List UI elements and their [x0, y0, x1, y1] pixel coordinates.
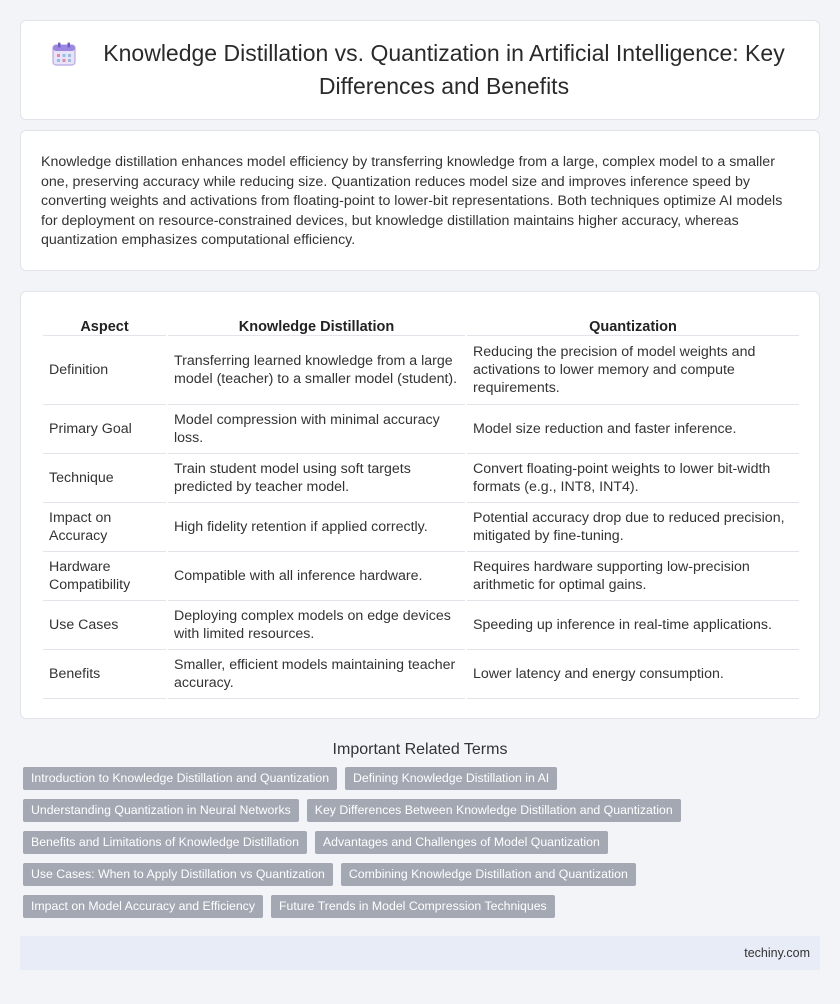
quantization-cell: Speeding up inference in real-time applications.	[466, 600, 799, 649]
calendar-icon	[51, 41, 77, 67]
related-term-tag[interactable]: Benefits and Limitations of Knowledge Distillation	[23, 831, 307, 854]
related-term-tag[interactable]: Advantages and Challenges of Model Quantization	[315, 831, 608, 854]
related-terms-title: Important Related Terms	[332, 741, 508, 758]
related-term-tag[interactable]: Understanding Quantization in Neural Networks	[23, 799, 299, 822]
title-wrap	[51, 37, 789, 103]
distillation-cell: Deploying complex models on edge devices with limited resources.	[167, 600, 466, 649]
related-term-tag[interactable]: Future Trends in Model Compression Techniques	[271, 895, 555, 918]
quantization-cell: Convert floating-point weights to lower bit-width formats (e.g., INT8, INT4).	[466, 453, 799, 502]
comparison-table	[43, 314, 799, 699]
distillation-cell: Compatible with all inference hardware.	[167, 551, 466, 600]
table-row	[43, 335, 799, 404]
quantization-cell: Lower latency and energy consumption.	[466, 649, 799, 698]
table-row	[43, 600, 799, 649]
aspect-cell: Impact on Accuracy	[43, 502, 167, 551]
distillation-cell: Transferring learned knowledge from a large model (teacher) to a smaller model (student).	[167, 335, 466, 404]
related-term-tag[interactable]: Combining Knowledge Distillation and Quantization	[341, 863, 636, 886]
quantization-cell: Reducing the precision of model weights and activations to lower memory and compute requirements.	[466, 335, 799, 404]
table-row	[43, 502, 799, 551]
aspect-cell: Technique	[43, 453, 167, 502]
related-term-tag[interactable]: Impact on Model Accuracy and Efficiency	[23, 895, 263, 918]
aspect-cell: Hardware Compatibility	[43, 551, 167, 600]
distillation-cell: Model compression with minimal accuracy loss.	[167, 404, 466, 453]
page-footer	[20, 936, 820, 970]
comparison-card	[20, 291, 820, 719]
column-header: Quantization	[466, 314, 799, 335]
related-term-tag[interactable]: Introduction to Knowledge Distillation and Quantization	[23, 767, 337, 790]
table-row	[43, 551, 799, 600]
footer-site-link[interactable]: techiny.com	[744, 946, 810, 960]
page-header	[20, 20, 820, 120]
page-title: Knowledge Distillation vs. Quantization in Artificial Intelligence: Key Differences and Benefits	[103, 40, 785, 99]
table-row	[43, 404, 799, 453]
intro-paragraph: Knowledge distillation enhances model efficiency by transferring knowledge from a large, complex model to a smaller one, preserving accuracy while reducing size. Quantization reduces model size and improves inference speed by converting weights and activations from floating-point to lower-bit representations. Both techniques optimize AI models for deployment on resource-constrained devices, but knowledge distillation maintains higher accuracy, whereas quantization emphasizes computational efficiency.	[41, 154, 783, 248]
table-row	[43, 649, 799, 698]
table-header-row	[43, 314, 799, 335]
aspect-cell: Use Cases	[43, 600, 167, 649]
related-terms-list	[23, 767, 820, 918]
quantization-cell: Potential accuracy drop due to reduced precision, mitigated by fine-tuning.	[466, 502, 799, 551]
distillation-cell: Train student model using soft targets predicted by teacher model.	[167, 453, 466, 502]
distillation-cell: Smaller, efficient models maintaining teacher accuracy.	[167, 649, 466, 698]
column-header: Knowledge Distillation	[167, 314, 466, 335]
aspect-cell: Benefits	[43, 649, 167, 698]
aspect-cell: Definition	[43, 335, 167, 404]
quantization-cell: Model size reduction and faster inference.	[466, 404, 799, 453]
quantization-cell: Requires hardware supporting low-precision arithmetic for optimal gains.	[466, 551, 799, 600]
related-term-tag[interactable]: Defining Knowledge Distillation in AI	[345, 767, 557, 790]
aspect-cell: Primary Goal	[43, 404, 167, 453]
column-header: Aspect	[43, 314, 167, 335]
related-term-tag[interactable]: Key Differences Between Knowledge Distillation and Quantization	[307, 799, 681, 822]
distillation-cell: High fidelity retention if applied correctly.	[167, 502, 466, 551]
related-term-tag[interactable]: Use Cases: When to Apply Distillation vs Quantization	[23, 863, 333, 886]
table-row	[43, 453, 799, 502]
intro-card	[20, 130, 820, 271]
